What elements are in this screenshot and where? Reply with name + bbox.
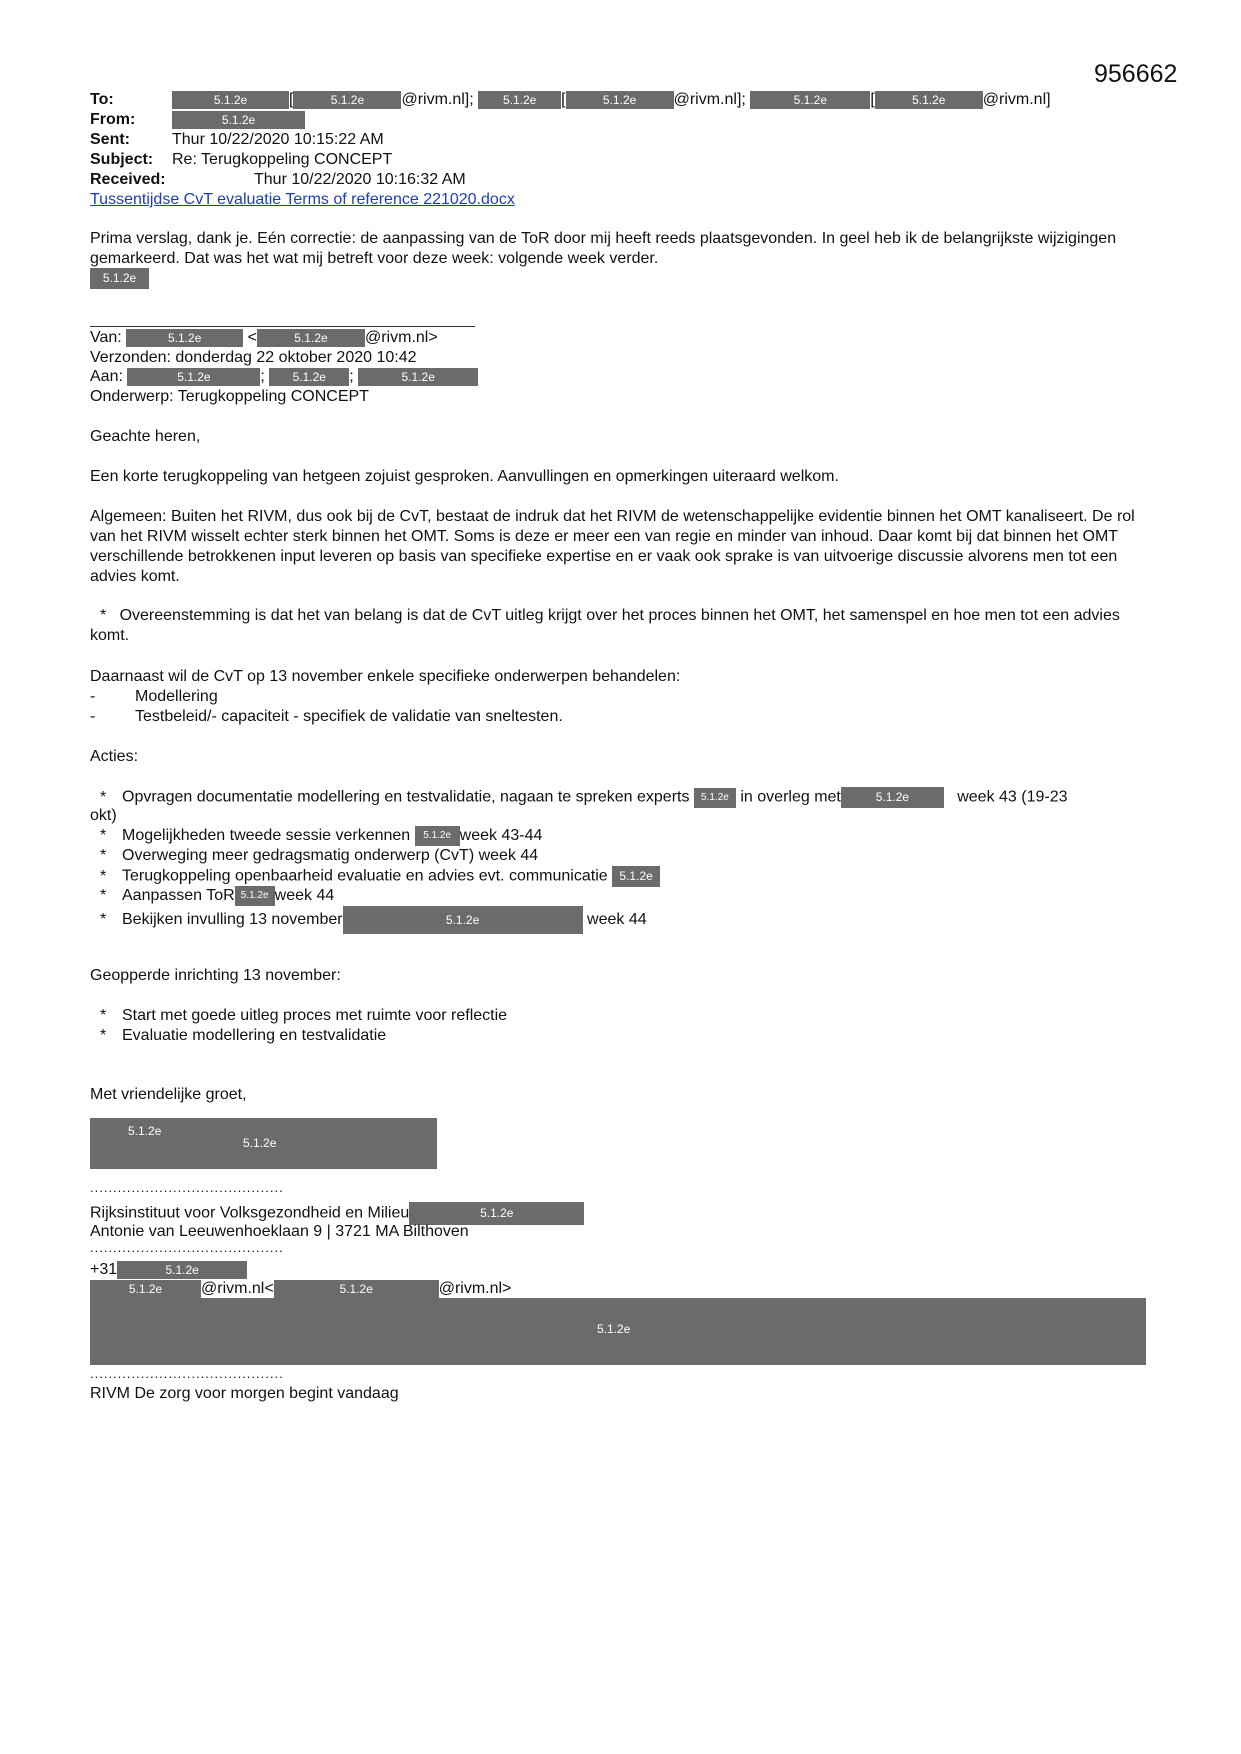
sent-value: Thur 10/22/2020 10:15:22 AM — [172, 131, 384, 148]
tagline: RIVM De zorg voor morgen begint vandaag — [90, 1385, 399, 1402]
bracket: [ — [289, 91, 294, 108]
dots-divider: .......................................... — [90, 1180, 284, 1195]
bullet-star: * — [100, 847, 107, 864]
semicolon: ; — [260, 368, 265, 385]
action-item — [100, 866, 660, 887]
redaction: 5.1.2e — [90, 1280, 201, 1298]
action-text: week 43 (19-23 — [957, 788, 1068, 806]
action-item — [100, 826, 542, 846]
aan-line — [90, 367, 478, 386]
phone-prefix: +31 — [90, 1261, 118, 1278]
algemeen-paragraph: Algemeen: Buiten het RIVM, dus ook bij de CvT, bestaat de indruk dat het RIVM de wetenschappelijke evidentie binnen het OMT kanaliseert. De rol van het RIVM wisselt echter sterk binnen het OMT. Soms is deze er meer een van regie en minder van inhoud. Daar komt bij dat binnen het OMT verschillende betrokkenen input leveren op basis van specifieke expertise en er vaak ook sprake is van uitvoerige discussie alvorens men tot een advies komt. — [90, 508, 1135, 585]
redaction-label: 5.1.2e — [597, 1322, 631, 1336]
overeenstemming-text: Overeenstemming is dat het van belang is dat de CvT uitleg krijgt over het proces binnen het OMT, het samenspel en hoe men tot een advies komt. — [90, 607, 1120, 644]
action-text: Opvragen documentatie modellering en testvalidatie, nagaan te spreken experts — [122, 788, 690, 806]
overeenstemming-bullet — [90, 606, 1150, 646]
redaction: 5.1.2e — [358, 368, 478, 386]
action-text: week 44 — [274, 887, 335, 905]
from-label: From: — [90, 111, 136, 128]
action-text: in overleg met — [740, 788, 841, 806]
geopperde-text: Start met goede uitleg proces met ruimte voor reflectie — [122, 1007, 508, 1024]
redaction: 5.1.2e — [875, 91, 983, 109]
dots-divider: .......................................... — [90, 1240, 284, 1255]
redaction: 5.1.2e — [478, 91, 561, 109]
to-domain: @rivm.nl]; — [673, 91, 746, 108]
from-line — [90, 110, 305, 129]
bullet-star: * — [100, 911, 107, 929]
redaction-label: 5.1.2e — [128, 1124, 162, 1138]
reply-signature — [90, 268, 149, 289]
geopperde-label: Geopperde inrichting 13 november: — [90, 967, 341, 984]
redaction: 5.1.2e — [750, 91, 870, 109]
semicolon: ; — [349, 368, 354, 385]
action-text: Aanpassen ToR — [122, 887, 235, 905]
to-line — [90, 90, 1051, 109]
redaction: 5.1.2e — [415, 826, 460, 846]
lt-sign: < — [247, 329, 257, 346]
greeting: Geachte heren, — [90, 428, 201, 445]
subject-value: Re: Terugkoppeling CONCEPT — [172, 151, 393, 168]
phone-line — [90, 1260, 247, 1279]
action-text: Bekijken invulling 13 november — [122, 911, 343, 929]
redaction: 5.1.2e — [90, 268, 149, 289]
daarnaast: Daarnaast wil de CvT op 13 november enkele specifieke onderwerpen behandelen: — [90, 668, 681, 685]
redaction: 5.1.2e — [257, 329, 365, 347]
dash-bullet: - — [90, 688, 96, 705]
org-name: Rijksinstituut voor Volksgezondheid en Milieu — [90, 1204, 410, 1222]
action-text: Terugkoppeling openbaarheid evaluatie en advies evt. communicatie — [122, 867, 608, 885]
redaction: 5.1.2e — [841, 787, 944, 808]
topic-text: Modellering — [135, 688, 218, 705]
divider — [90, 326, 475, 327]
van-domain: @rivm.nl> — [364, 329, 438, 346]
subject-label: Subject: — [90, 151, 154, 168]
topic-item — [90, 707, 563, 726]
geopperde-item — [100, 1006, 507, 1025]
attachment-link[interactable]: Tussentijdse CvT evaluatie Terms of reference 221020.docx — [90, 191, 515, 208]
document-number: 956662 — [1094, 60, 1178, 88]
van-label: Van: — [90, 329, 122, 346]
subject-line — [90, 150, 392, 169]
onderwerp-line: Onderwerp: Terugkoppeling CONCEPT — [90, 388, 369, 405]
closing: Met vriendelijke groet, — [90, 1086, 247, 1103]
to-domain: @rivm.nl]; — [401, 91, 474, 108]
acties-label: Acties: — [90, 748, 139, 765]
redaction: 5.1.2e — [269, 368, 349, 386]
to-label: To: — [90, 91, 114, 108]
bracket: [ — [561, 91, 566, 108]
bullet-star: * — [100, 1007, 107, 1024]
action-text: week 43-44 — [459, 827, 543, 845]
redaction-label: 5.1.2e — [243, 1136, 277, 1150]
geopperde-item — [100, 1026, 386, 1045]
bullet-star: * — [100, 1027, 107, 1044]
redaction: 5.1.2e — [126, 329, 243, 347]
redaction: 5.1.2e — [172, 111, 305, 129]
bullet-star: * — [100, 827, 107, 845]
bullet-star: * — [100, 788, 107, 806]
email-line — [90, 1279, 511, 1298]
received-line — [90, 170, 466, 189]
sent-label: Sent: — [90, 131, 130, 148]
action-item — [100, 886, 334, 906]
bullet-star: * — [100, 887, 107, 905]
address-line: Antonie van Leeuwenhoeklaan 9 | 3721 MA Bilthoven — [90, 1223, 469, 1240]
action-text: Mogelijkheden tweede sessie verkennen — [122, 827, 411, 845]
email-domain: @rivm.nl< — [201, 1280, 274, 1297]
redaction: 5.1.2e — [235, 886, 275, 906]
signature-redaction — [90, 1118, 437, 1169]
redaction: 5.1.2e — [343, 906, 583, 934]
redaction: 5.1.2e — [566, 91, 674, 109]
topic-item — [90, 687, 218, 706]
geopperde-text: Evaluatie modellering en testvalidatie — [122, 1027, 387, 1044]
email-domain: @rivm.nl> — [438, 1280, 512, 1297]
topic-text: Testbeleid/- capaciteit - specifiek de validatie van sneltesten. — [135, 708, 563, 725]
redaction: 5.1.2e — [274, 1280, 439, 1298]
to-domain: @rivm.nl] — [982, 91, 1051, 108]
received-label: Received: — [90, 171, 166, 188]
redaction: 5.1.2e — [694, 788, 736, 808]
verzonden-line: Verzonden: donderdag 22 oktober 2020 10:42 — [90, 349, 417, 366]
dash-bullet: - — [90, 708, 96, 725]
bullet-star: * — [100, 607, 107, 624]
aan-label: Aan: — [90, 368, 123, 385]
redaction: 5.1.2e — [409, 1202, 584, 1225]
redaction: 5.1.2e — [127, 368, 260, 386]
redaction: 5.1.2e — [117, 1261, 247, 1279]
redaction: 5.1.2e — [293, 91, 401, 109]
large-redaction — [90, 1298, 1146, 1365]
received-value: Thur 10/22/2020 10:16:32 AM — [254, 171, 466, 188]
action-item — [100, 846, 538, 865]
action-text: Overweging meer gedragsmatig onderwerp (CvT) week 44 — [122, 847, 539, 864]
action-item — [100, 906, 647, 934]
attachment-line — [90, 190, 515, 209]
reply-text: Prima verslag, dank je. Eén correctie: de aanpassing van de ToR door mij heeft reeds plaatsgevonden. In geel heb ik de belangrijkste wijzigingen gemarkeerd. Dat was het wat mij betreft voor deze week: volgende week verder. — [90, 230, 1117, 267]
bracket: [ — [870, 91, 875, 108]
van-line — [90, 328, 438, 347]
action-item — [100, 787, 1068, 808]
dots-divider: .......................................... — [90, 1366, 284, 1381]
bullet-star: * — [100, 867, 107, 885]
action-text: week 44 — [587, 911, 647, 929]
sent-line — [90, 130, 384, 149]
redaction: 5.1.2e — [612, 866, 660, 887]
intro: Een korte terugkoppeling van hetgeen zojuist gesproken. Aanvullingen en opmerkingen uiteraard welkom. — [90, 468, 839, 485]
redaction: 5.1.2e — [172, 91, 289, 109]
action-wrap: okt) — [90, 807, 117, 824]
